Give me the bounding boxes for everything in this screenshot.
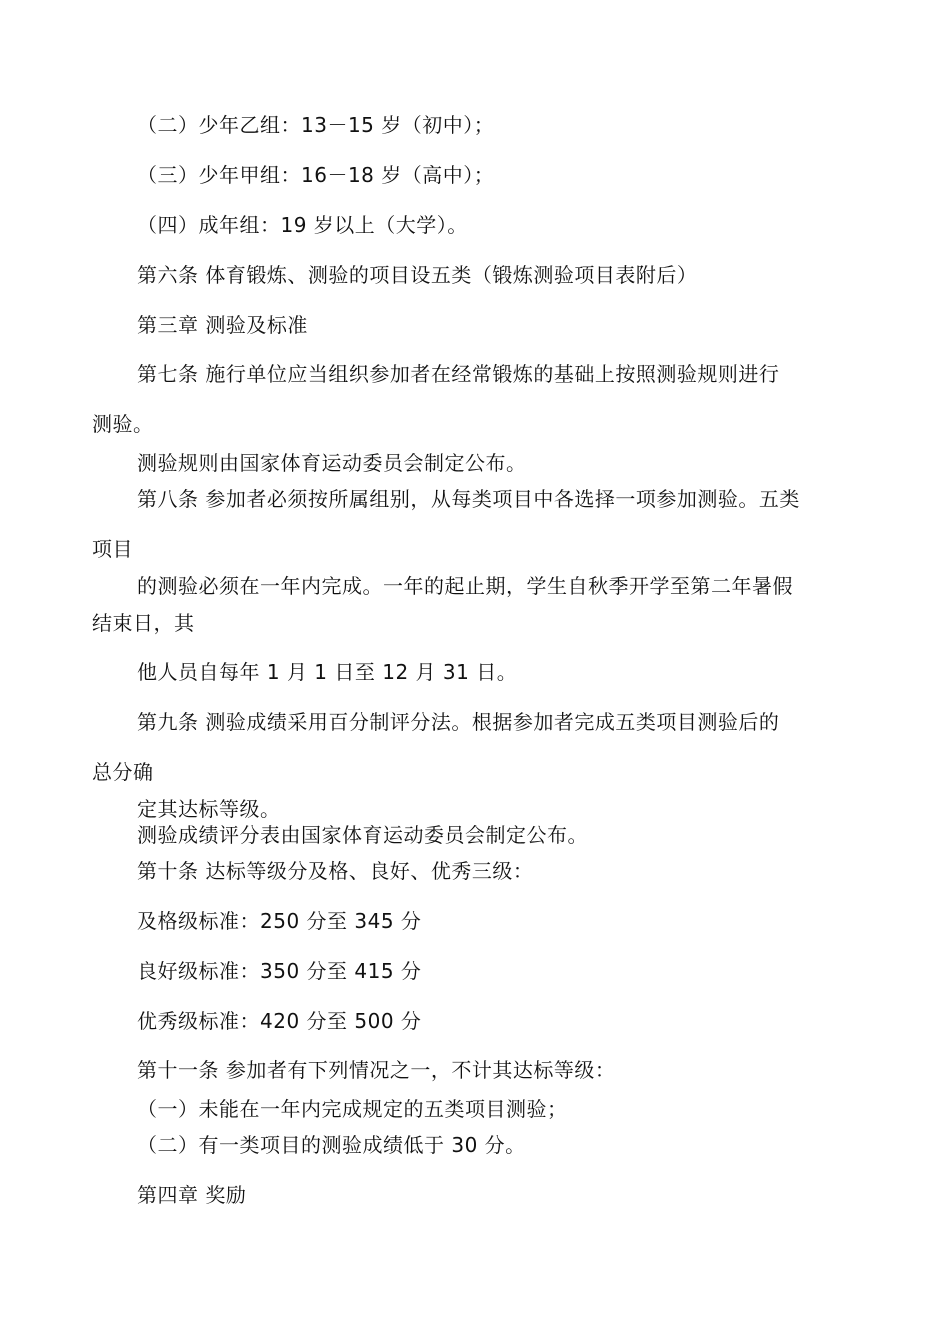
paragraph-line: 总分确 — [92, 760, 154, 784]
paragraph-line: 他人员自每年 1 月 1 日至 12 月 31 日。 — [137, 660, 518, 684]
paragraph-line: （四）成年组：19 岁以上（大学）。 — [137, 213, 468, 237]
paragraph-line: 结束日，其 — [92, 611, 195, 635]
paragraph-line: 优秀级标准：420 分至 500 分 — [137, 1009, 422, 1033]
paragraph-line: 定其达标等级。 — [137, 797, 281, 821]
paragraph-line: 第七条 施行单位应当组织参加者在经常锻炼的基础上按照测验规则进行 — [137, 362, 780, 386]
paragraph-line: 测验。 — [92, 412, 154, 436]
chapter-heading: 第四章 奖励 — [137, 1183, 247, 1207]
paragraph-line: 第十一条 参加者有下列情况之一，不计其达标等级： — [137, 1058, 616, 1082]
paragraph-line: 良好级标准：350 分至 415 分 — [137, 959, 422, 983]
paragraph-line: （二）少年乙组：13－15 岁（初中）； — [137, 113, 495, 137]
chapter-heading: 第三章 测验及标准 — [137, 313, 308, 337]
paragraph-line: 项目 — [92, 537, 133, 561]
paragraph-line: （三）少年甲组：16－18 岁（高中）； — [137, 163, 495, 187]
paragraph-line: （二）有一类项目的测验成绩低于 30 分。 — [137, 1133, 526, 1157]
paragraph-line: 第六条 体育锻炼、测验的项目设五类（锻炼测验项目表附后） — [137, 263, 698, 287]
paragraph-line: 及格级标准：250 分至 345 分 — [137, 909, 422, 933]
paragraph-line: 测验成绩评分表由国家体育运动委员会制定公布。 — [137, 823, 588, 847]
paragraph-line: （一）未能在一年内完成规定的五类项目测验； — [137, 1097, 568, 1121]
paragraph-line: 第九条 测验成绩采用百分制评分法。根据参加者完成五类项目测验后的 — [137, 710, 780, 734]
paragraph-line: 测验规则由国家体育运动委员会制定公布。 — [137, 451, 527, 475]
paragraph-line: 的测验必须在一年内完成。一年的起止期，学生自秋季开学至第二年暑假 — [137, 574, 793, 598]
paragraph-line: 第八条 参加者必须按所属组别，从每类项目中各选择一项参加测验。五类 — [137, 487, 800, 511]
paragraph-line: 第十条 达标等级分及格、良好、优秀三级： — [137, 859, 534, 883]
